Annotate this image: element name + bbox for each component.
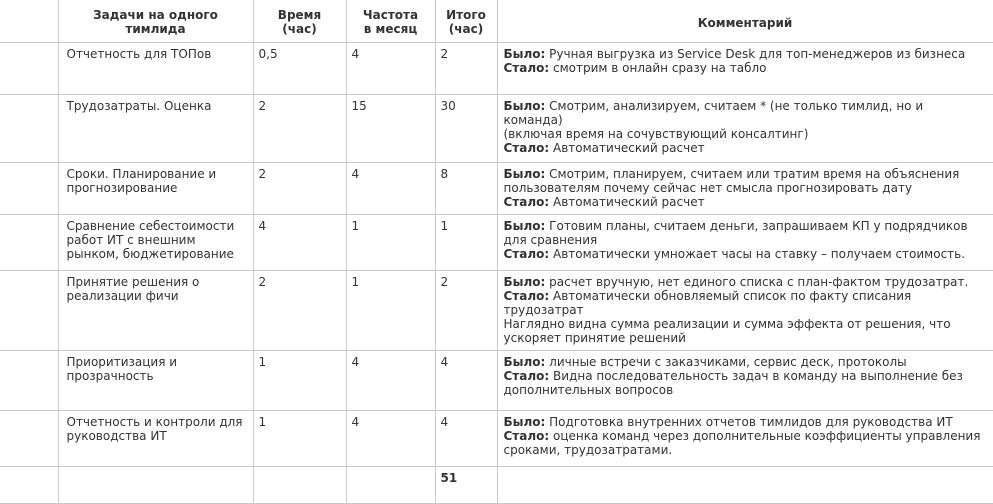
comment-text: личные встречи с заказчиками, сервис деск, протоколы: [545, 354, 907, 369]
total-cell: 2: [435, 270, 497, 350]
comment-line: [504, 181, 987, 195]
comment-line: [504, 195, 987, 209]
total-cell: 30: [435, 94, 497, 162]
time-cell: 2: [253, 270, 346, 350]
frequency-cell: 4: [346, 410, 435, 466]
comment-line: [504, 99, 987, 113]
header-blank: [0, 0, 58, 42]
header-row: [0, 0, 993, 42]
header-time-line: Время: [277, 8, 322, 22]
table-body: [0, 42, 993, 503]
task-cell: [58, 94, 253, 162]
task-line: прогнозирование: [66, 180, 178, 195]
comment-text: ускоряет принятие решений: [503, 330, 686, 345]
comment-line: [504, 127, 987, 141]
frequency-cell: 4: [346, 350, 435, 410]
summary-frequency-cell: [346, 466, 435, 503]
comment-line: [504, 289, 987, 303]
comment-text: расчет вручную, нет единого списка с план-фактом трудозатрат.: [545, 274, 969, 289]
comment-line: [504, 383, 987, 397]
task-line: Трудозатраты. Оценка: [66, 98, 212, 113]
summary-comment-cell: [497, 466, 993, 503]
time-cell: 2: [253, 162, 346, 214]
task-line: Сроки. Планирование и: [66, 166, 217, 181]
row-blank-cell: [0, 94, 58, 162]
row-blank-cell: [0, 162, 58, 214]
comment-line: [504, 141, 987, 155]
header-frequency: [346, 0, 435, 42]
task-line: реализации фичи: [66, 288, 179, 303]
comment-line: [504, 443, 987, 457]
comment-label: Стало:: [503, 60, 550, 75]
task-line: Сравнение себестоимости: [66, 218, 235, 233]
comment-text: Автоматический расчет: [549, 140, 705, 155]
summary-task-cell: [58, 466, 253, 503]
table-row: [0, 162, 993, 214]
comment-text: Смотрим, планируем, считаем или тратим время на объяснения: [545, 166, 960, 181]
total-cell: 1: [435, 214, 497, 270]
comment-text: дополнительных вопросов: [503, 382, 674, 397]
header-task: [58, 0, 253, 42]
task-line: прозрачность: [66, 368, 154, 383]
comment-line: [504, 167, 987, 181]
task-line: работ ИТ с внешним: [66, 232, 196, 247]
frequency-cell: 1: [346, 214, 435, 270]
comment-label: Стало:: [503, 428, 550, 443]
header-task-line: тимлида: [125, 22, 186, 36]
comment-text: пользователям почему сейчас нет смысла прогнозировать дату: [503, 180, 913, 195]
row-blank-cell: [0, 410, 58, 466]
grand-total-value: 51: [440, 470, 458, 485]
comment-line: [504, 303, 987, 317]
row-blank-cell: [0, 270, 58, 350]
task-cell: [58, 270, 253, 350]
table-row: [0, 350, 993, 410]
time-cell: 0,5: [253, 42, 346, 94]
task-cell: [58, 350, 253, 410]
header-time: [253, 0, 346, 42]
comment-label: Было:: [503, 218, 546, 233]
task-line: Принятие решения о: [66, 274, 200, 289]
comment-line: [504, 47, 987, 61]
task-line: руководства ИТ: [66, 428, 167, 443]
comment-label: Стало:: [503, 246, 550, 261]
comment-text: Подготовка внутренних отчетов тимлидов для руководства ИТ: [545, 414, 953, 429]
table-row: [0, 42, 993, 94]
comment-cell: [497, 350, 993, 410]
comment-label: Было:: [503, 46, 546, 61]
comment-label: Стало:: [503, 194, 550, 209]
table-row: [0, 270, 993, 350]
comment-line: [504, 369, 987, 383]
comment-text: Видна последовательность задач в команду на выполнение без: [549, 368, 963, 383]
row-blank-cell: [0, 214, 58, 270]
task-line: Отчетность для ТОПов: [66, 46, 212, 61]
comment-text: сроками, трудозатратами.: [503, 442, 673, 457]
time-cell: 1: [253, 410, 346, 466]
comment-text: Автоматически обновляемый список по факту списания: [549, 288, 912, 303]
total-cell: 2: [435, 42, 497, 94]
comment-label: Стало:: [503, 288, 550, 303]
comment-label: Стало:: [503, 368, 550, 383]
header-total-line: (час): [448, 22, 484, 36]
comment-cell: [497, 270, 993, 350]
comment-line: [504, 429, 987, 443]
time-cell: 2: [253, 94, 346, 162]
comment-line: [504, 331, 987, 345]
task-line: рынком, бюджетирование: [66, 246, 234, 261]
row-blank-cell: [0, 350, 58, 410]
task-cell: [58, 42, 253, 94]
comment-cell: [497, 410, 993, 466]
summary-time-cell: [253, 466, 346, 503]
comment-cell: [497, 94, 993, 162]
task-cell: [58, 410, 253, 466]
frequency-cell: 15: [346, 94, 435, 162]
comment-line: [504, 233, 987, 247]
summary-blank-cell: [0, 466, 58, 503]
comment-text: Смотрим, анализируем, считаем * (не только тимлид, но и: [545, 98, 924, 113]
comment-text: Автоматический расчет: [549, 194, 705, 209]
table-row: [0, 214, 993, 270]
header-comment: Комментарий: [497, 0, 993, 42]
comment-text: для сравнения: [503, 232, 598, 247]
comment-text: Ручная выгрузка из Service Desk для топ-менеджеров из бизнеса: [545, 46, 966, 61]
comment-cell: [497, 162, 993, 214]
comment-text: трудозатрат: [503, 302, 584, 317]
comment-line: [504, 415, 987, 429]
task-cell: [58, 162, 253, 214]
comment-label: Было:: [503, 274, 546, 289]
comment-text: оценка команд через дополнительные коэффициенты управления: [549, 428, 981, 443]
task-line: Приоритизация и: [66, 354, 178, 369]
comment-cell: [497, 42, 993, 94]
row-blank-cell: [0, 42, 58, 94]
total-cell: 8: [435, 162, 497, 214]
table-row: [0, 94, 993, 162]
header-total-line: Итого: [446, 8, 486, 22]
comment-line: [504, 355, 987, 369]
time-cell: 1: [253, 350, 346, 410]
table-row: [0, 410, 993, 466]
comment-line: [504, 275, 987, 289]
header-time-line: (час): [282, 22, 317, 36]
comment-text: смотрим в онлайн сразу на табло: [549, 60, 767, 75]
total-cell: 4: [435, 350, 497, 410]
comment-line: [504, 219, 987, 233]
comment-line: [504, 61, 987, 75]
comment-text: Готовим планы, считаем деньги, запрашиваем КП у подрядчиков: [545, 218, 968, 233]
frequency-cell: 1: [346, 270, 435, 350]
header-total: [435, 0, 497, 42]
comment-cell: [497, 214, 993, 270]
header-frequency-line: Частота: [362, 8, 419, 22]
comment-label: Было:: [503, 354, 546, 369]
summary-row: [0, 466, 993, 503]
comment-label: Было:: [503, 414, 546, 429]
comment-line: [504, 247, 987, 261]
comment-label: Было:: [503, 98, 546, 113]
comment-line: [504, 317, 987, 331]
task-line: Отчетность и контроли для: [66, 414, 243, 429]
comment-label: Стало:: [503, 140, 550, 155]
comment-text: Автоматически умножает часы на ставку – получаем стоимость.: [549, 246, 966, 261]
header-frequency-line: в месяц: [363, 22, 418, 36]
frequency-cell: 4: [346, 42, 435, 94]
total-cell: 4: [435, 410, 497, 466]
frequency-cell: 4: [346, 162, 435, 214]
time-cell: 4: [253, 214, 346, 270]
comment-label: Было:: [503, 166, 546, 181]
comment-line: [504, 113, 987, 127]
task-cell: [58, 214, 253, 270]
header-task-line: Задачи на одного: [93, 8, 218, 22]
comment-text: (включая время на сочувствующий консалтинг): [503, 126, 809, 141]
comment-text: Наглядно видна сумма реализации и сумма эффекта от решения, что: [503, 316, 951, 331]
comment-text: команда): [503, 112, 563, 127]
summary-total-cell: [435, 466, 497, 503]
